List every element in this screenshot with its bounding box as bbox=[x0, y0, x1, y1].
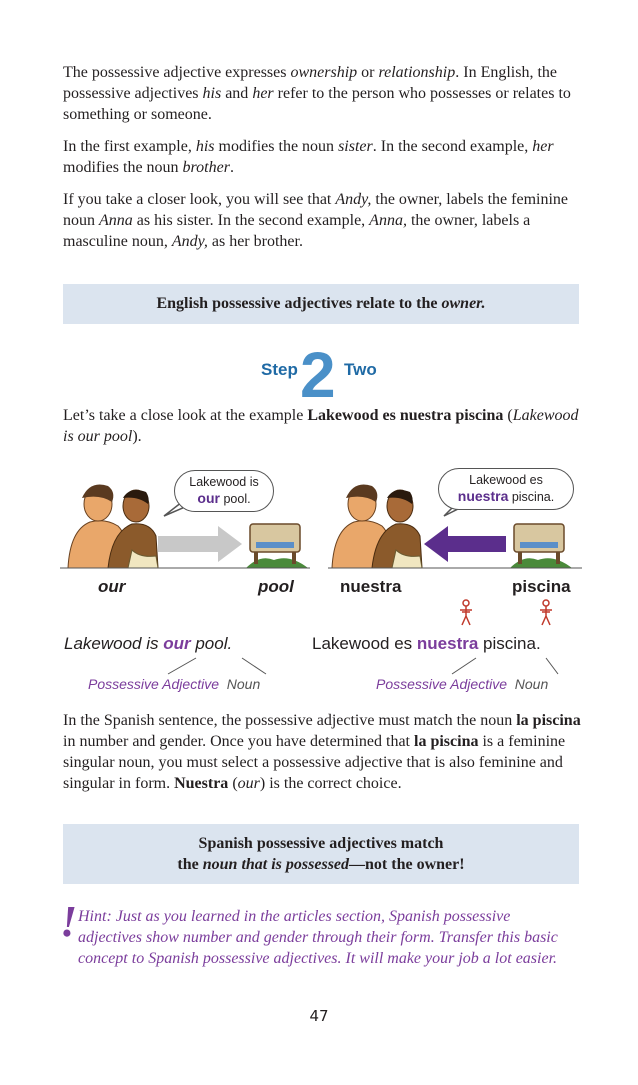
word-piscina: piscina bbox=[512, 577, 571, 596]
word-our: our bbox=[98, 577, 126, 596]
arrow-left bbox=[158, 526, 242, 562]
word-pool: pool bbox=[258, 577, 294, 596]
paragraph-closer-look: If you take a closer look, you will see that Andy, the owner, labels the feminine noun Anna as his sister. In the second example, Anna, the owner, labels a masculine noun, Andy, as her brother. bbox=[63, 191, 568, 250]
paragraph-first-example: In the first example, his modifies the noun sister. In the second example, her modifies the noun brother. bbox=[63, 138, 554, 176]
paragraph-example-intro: Let’s take a close look at the example Lakewood es nuestra piscina (Lakewood is our pool). bbox=[63, 407, 579, 445]
step-word: Step bbox=[261, 360, 298, 379]
guys-illustration-left bbox=[68, 485, 158, 569]
labels-english: Possessive Adjective Noun bbox=[88, 676, 261, 692]
pool-sign-left bbox=[246, 524, 308, 568]
paragraph-intro: The possessive adjective expresses ownership or relationship. In English, the possessive adjectives his and her refer to the person who possesses or relates to something or someone. bbox=[63, 64, 571, 123]
speech-bubble-left: Lakewood is our pool. bbox=[174, 470, 274, 512]
guys-illustration-right bbox=[332, 485, 422, 569]
step-word-two: Two bbox=[344, 360, 377, 379]
feminine-figures bbox=[454, 598, 560, 628]
paragraph-spanish-explanation: In the Spanish sentence, the possessive adjective must match the noun la piscina in number and gender. Once you have determined that la piscina is a feminine singular noun, you must select a possessive adjective that is also feminine and singular in form. Nuestra (our) is the correct choice. bbox=[63, 712, 581, 792]
step-number: 2 bbox=[300, 339, 336, 411]
connector-lines bbox=[0, 652, 638, 678]
arrow-right bbox=[424, 526, 506, 562]
step-two-heading bbox=[0, 339, 638, 411]
word-nuestra: nuestra bbox=[340, 577, 402, 596]
hint-exclamation-icon: ! bbox=[60, 897, 78, 946]
english-rule-box: English possessive adjectives relate to the owner. bbox=[63, 284, 579, 324]
sentence-spanish: Lakewood es nuestra piscina. bbox=[312, 634, 541, 653]
labels-spanish: Possessive Adjective Noun bbox=[376, 676, 549, 692]
spanish-rule-box: Spanish possessive adjectives match the noun that is possessed—not the owner! bbox=[63, 824, 579, 884]
pool-sign-right bbox=[510, 524, 572, 568]
sentence-english: Lakewood is our pool. bbox=[64, 634, 233, 653]
speech-bubble-right: Lakewood es nuestra piscina. bbox=[438, 468, 574, 510]
page-number: 47 bbox=[309, 1007, 329, 1025]
hint-text: Hint: Just as you learned in the articles section, Spanish possessive adjectives show number and gender through their form. Transfer this basic concept to Spanish possessive adjectives. It will make your job a lot easier. bbox=[78, 908, 558, 967]
